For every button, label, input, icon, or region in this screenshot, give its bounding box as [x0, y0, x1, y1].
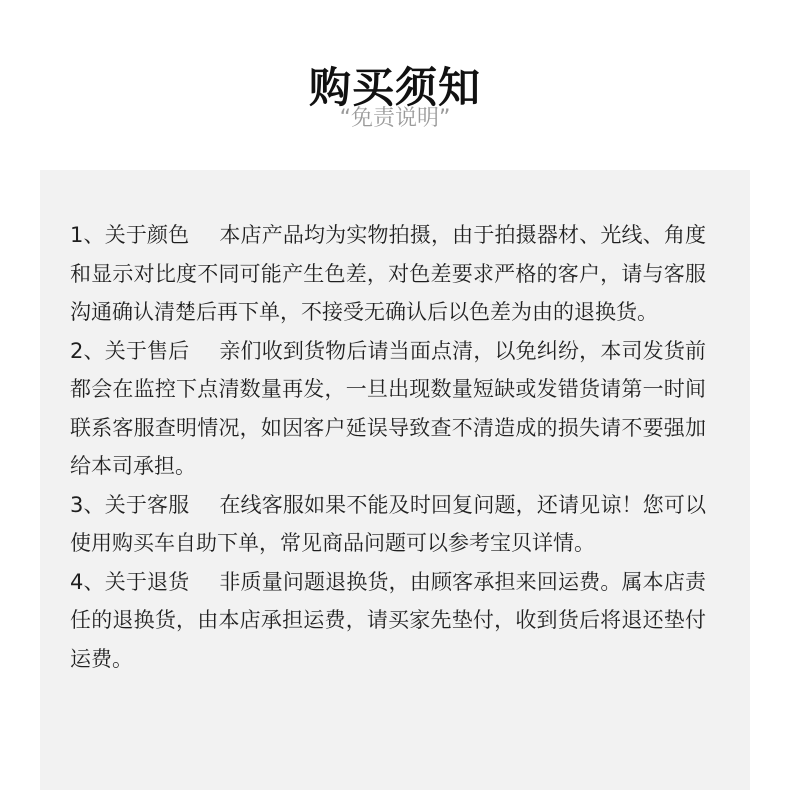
clause-heading: 2、关于售后 — [70, 338, 190, 363]
clause-color — [70, 216, 706, 332]
clause-returns — [70, 563, 706, 679]
clause-heading: 3、关于客服 — [70, 492, 190, 517]
page-subtitle: “免责说明” — [339, 106, 451, 131]
page-title: 购买须知 — [308, 63, 481, 113]
clause-heading: 1、关于颜色 — [70, 223, 190, 247]
clause-text: 非质量问题退换货，由顾客承担来回运费。属本店责任的退换货，由本店承担运费，请买家先垫付，收到货后将退还垫付运费。 — [70, 569, 706, 671]
clause-text: 在线客服如果不能及时回复问题，还请见谅！您可以使用购买车自助下单，常见商品问题可以参考宝贝详情。 — [70, 492, 706, 555]
clause-customer-service — [70, 486, 706, 563]
clause-text: 本店产品均为实物拍摄，由于拍摄器材、光线、角度和显示对比度不同可能产生色差，对色差要求严格的客户，请与客服沟通确认清楚后再下单，不接受无确认后以色差为由的退换货。 — [70, 223, 706, 324]
clause-text: 亲们收到货物后请当面点清，以免纠纷，本司发货前都会在监控下点清数量再发，一旦出现数量短缺或发错货请第一时间联系客服查明情况，如因客户延误导致查不清造成的损失请不要强加给本司承担。 — [70, 338, 706, 478]
clause-heading: 4、关于退货 — [70, 569, 190, 594]
notice-body — [70, 216, 706, 678]
clause-after-sales — [70, 332, 706, 486]
notice-box — [40, 170, 750, 790]
